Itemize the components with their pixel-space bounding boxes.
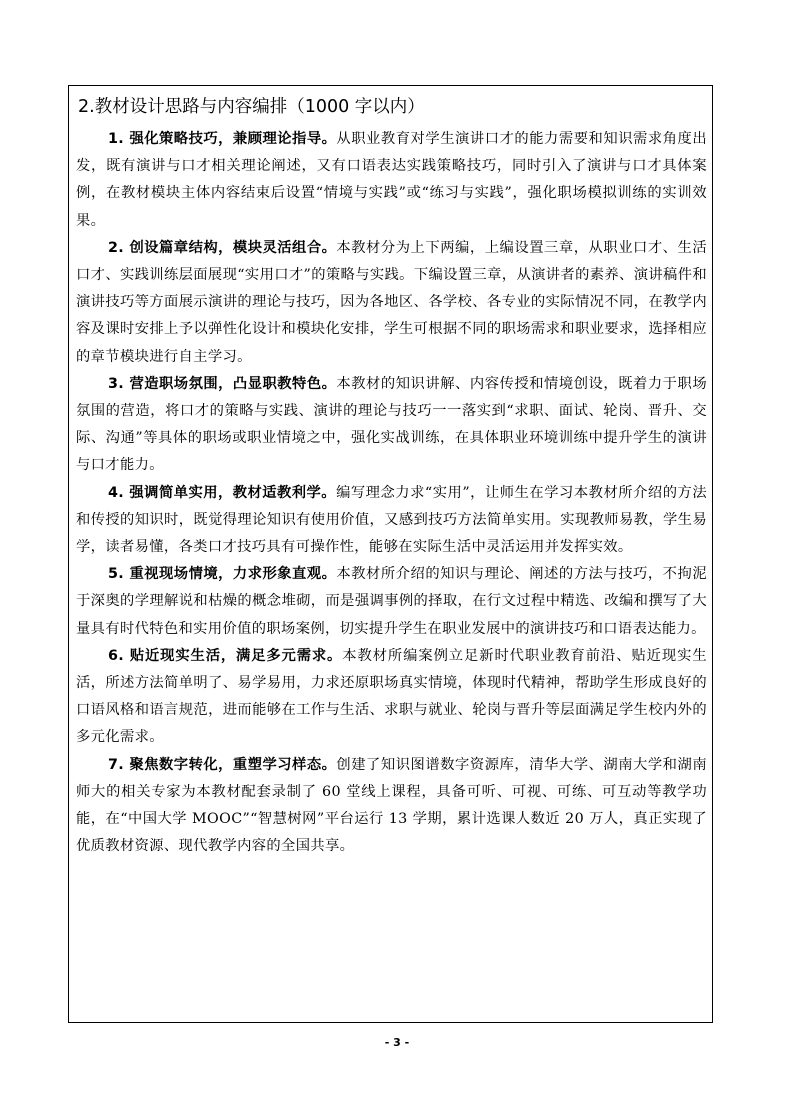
page-number: - 3 - <box>384 1036 410 1049</box>
paragraph-2-lead: 2. 创设篇章结构，模块灵活组合。 <box>108 239 337 256</box>
paragraph-1 <box>76 126 707 235</box>
paragraph-6-lead: 6. 贴近现实生活，满足多元需求。 <box>108 647 343 664</box>
paragraph-7 <box>76 752 707 861</box>
paragraph-1-text: 从职业教育对学生演讲口才的能力需要和知识需求角度出发，既有演讲与口才相关理论阐述，又有口语表达实践策略技巧，同时引入了演讲与口才具体案例，在教材模块主体内容结束后设置“情境与实践”或“练习与实践”，强化职场模拟训练的实训效果。 <box>76 131 707 229</box>
section-title: 2.教材设计思路与内容编排（1000 字以内） <box>78 97 425 117</box>
paragraph-7-lead: 7. 聚焦数字转化，重塑学习样态。 <box>108 756 337 773</box>
paragraph-7-text: 创建了知识图谱数字资源库，清华大学、湖南大学和湖南师大的相关专家为本教材配套录制了 60 堂线上课程，具备可听、可视、可练、可互动等教学功能，在“中国大学 MOOC”“智慧树网”平台运行 13 学期，累计选课人数近 20 万人，真正实现了优质教材资源、现代教学内容的全国共享。 <box>76 756 707 855</box>
paragraph-2 <box>76 235 707 371</box>
paragraph-3-text: 本教材的知识讲解、内容传授和情境创设，既着力于职场氛围的营造，将口才的策略与实践、演讲的理论与技巧一一落实到“求职、面试、轮岗、晋升、交际、沟通”等具体的职场或职业情境之中，强化实战训练，在具体职业环境训练中提升学生的演讲与口才能力。 <box>76 375 707 474</box>
paragraph-4-text: 编写理念力求“实用”，让师生在学习本教材所介绍的方法和传授的知识时，既觉得理论知识有使用价值，又感到技巧方法简单实用。实现教师易教，学生易学，读者易懂，各类口才技巧具有可操作性，能够在实际生活中灵活运用并发挥实效。 <box>76 484 707 556</box>
paragraph-3 <box>76 371 707 480</box>
section-content <box>76 126 707 860</box>
paragraph-6-text: 本教材所编案例立足新时代职业教育前沿、贴近现实生活，所述方法简单明了、易学易用，力求还原职场真实情境，体现时代精神，帮助学生形成良好的口语风格和语言规范，进而能够在工作与生活、求职与就业、轮岗与晋升等层面满足学生校内外的多元化需求。 <box>76 647 707 746</box>
paragraph-2-text: 本教材分为上下两编，上编设置三章，从职业口才、生活口才、实践训练层面展现“实用口才”的策略与实践。下编设置三章，从演讲者的素养、演讲稿件和演讲技巧等方面展示演讲的理论与技巧，因为各地区、各学校、各专业的实际情况不同，在教学内容及课时安排上予以弹性化设计和模块化安排，学生可根据不同的职场需求和职业要求，选择相应的章节模块进行自主学习。 <box>76 239 707 365</box>
paragraph-1-lead: 1. 强化策略技巧，兼顾理论指导。 <box>108 131 337 147</box>
paragraph-4-lead: 4. 强调简单实用，教材适教利学。 <box>108 484 337 501</box>
paragraph-3-lead: 3. 营造职场氛围，凸显职教特色。 <box>108 375 337 392</box>
paragraph-6 <box>76 643 707 752</box>
paragraph-4 <box>76 480 707 562</box>
paragraph-5-lead: 5. 重视现场情境，力求形象直观。 <box>108 566 337 583</box>
paragraph-5 <box>76 561 707 643</box>
paragraph-5-text: 本教材所介绍的知识与理论、阐述的方法与技巧，不拘泥于深奥的学理解说和枯燥的概念堆砌，而是强调事例的择取，在行文过程中精选、改编和撰写了大量具有时代特色和实用价值的职场案例，切实提升学生在职业发展中的演讲技巧和口语表达能力。 <box>76 566 707 637</box>
